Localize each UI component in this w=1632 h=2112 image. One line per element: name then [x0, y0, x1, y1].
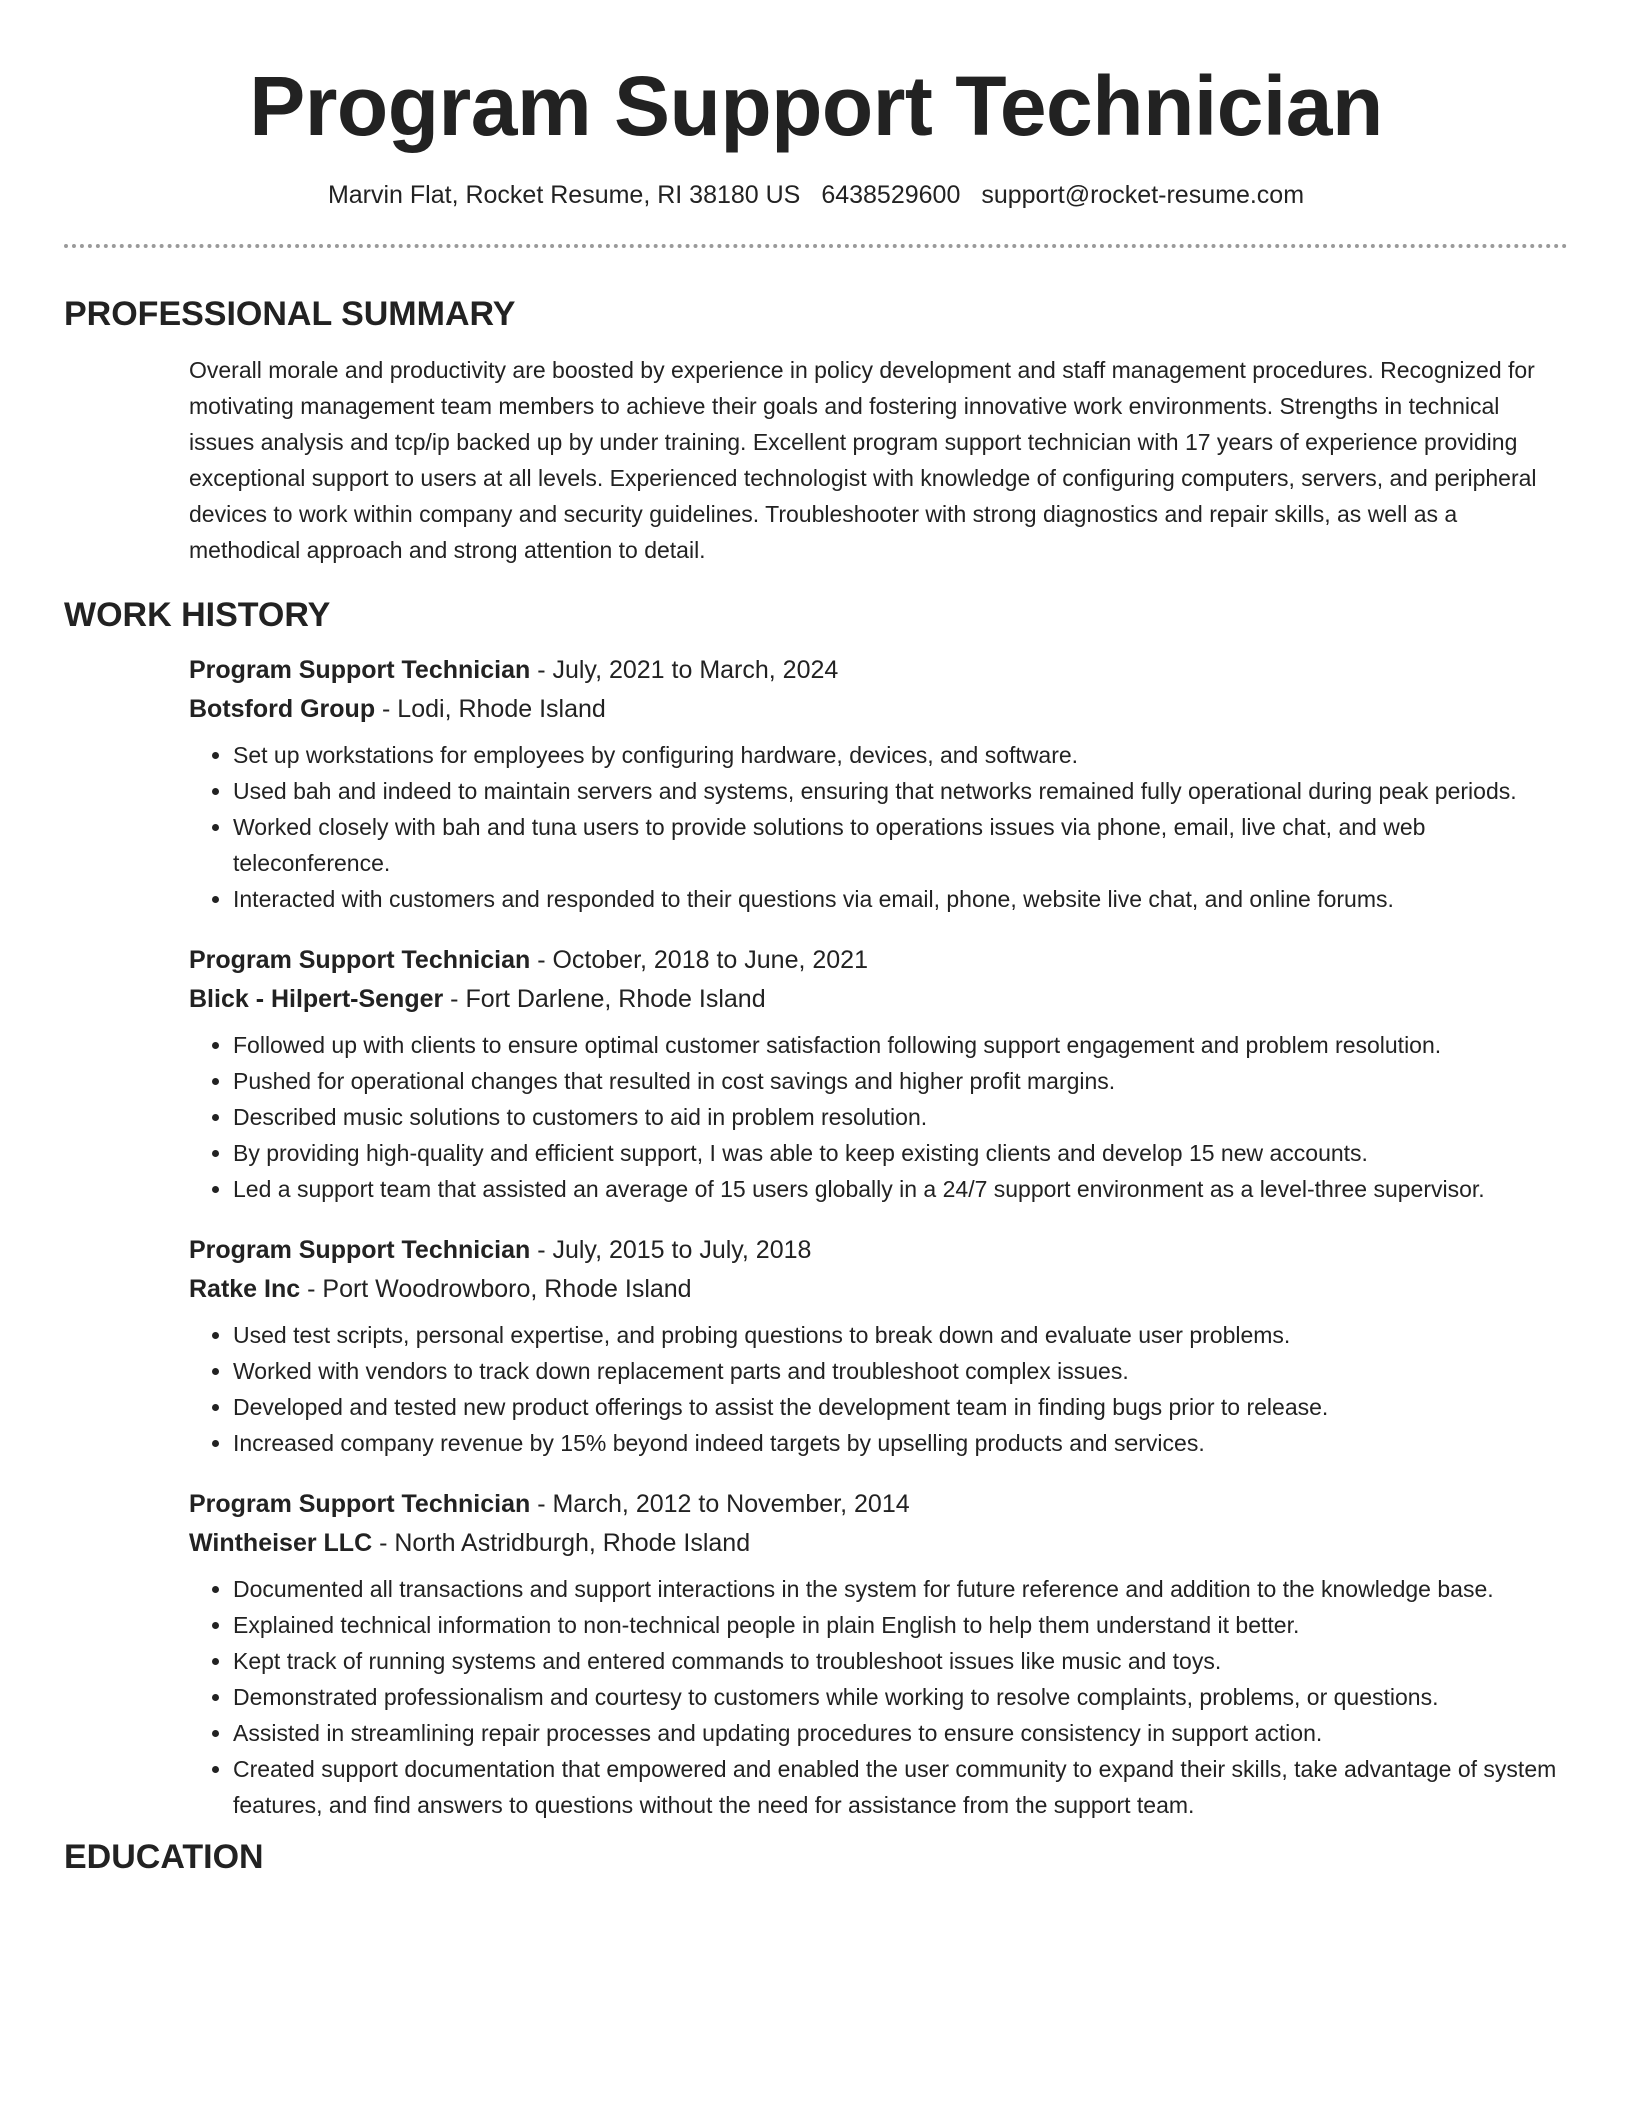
- job-dates: - October, 2018 to June, 2021: [530, 946, 868, 974]
- job-company: Blick - Hilpert-Senger: [189, 985, 444, 1013]
- job-bullet: • Interacted with customers and responded to their questions via email, phone, website live chat, and online forums.: [233, 881, 1568, 917]
- job-bullet: • Described music solutions to customers to aid in problem resolution.: [233, 1099, 1568, 1135]
- contact-phone: 6438529600: [821, 181, 961, 209]
- summary-text: Overall morale and productivity are boosted by experience in policy development and staff management procedures. Recognized for motivating management team members to achieve their goals and fostering innovative work environments. Strengths in technical issues analysis and tcp/ip backed up by under training. Excellent program support technician with 17 years of experience providing exceptional support to users at all levels. Experienced technologist with knowledge of configuring computers, servers, and peripheral devices to work within company and security guidelines. Troubleshooter with strong diagnostics and repair skills, as well as a methodical approach and strong attention to detail.: [189, 357, 1537, 563]
- job-bullet: • Assisted in streamlining repair processes and updating procedures to ensure consistency in support action.: [233, 1715, 1568, 1751]
- job-bullet: • Led a support team that assisted an average of 15 users globally in a 24/7 support environment as a level-three supervisor.: [233, 1171, 1568, 1207]
- job-bullet: • Documented all transactions and support interactions in the system for future reference and addition to the knowledge base.: [233, 1571, 1568, 1607]
- resume-header: [0, 0, 1632, 210]
- job-company-line: [189, 690, 1568, 729]
- job-title-line: [189, 1231, 1568, 1270]
- job-bullet: • Worked closely with bah and tuna users to provide solutions to operations issues via phone, email, live chat, and web teleconference.: [233, 809, 1568, 881]
- job-location: - Lodi, Rhode Island: [375, 695, 606, 723]
- job-bullet-list: [189, 737, 1568, 917]
- job-entry: [189, 941, 1568, 1207]
- contact-address: Marvin Flat, Rocket Resume, RI 38180 US: [327, 181, 801, 209]
- job-dates: - March, 2012 to November, 2014: [530, 1490, 910, 1518]
- job-bullet: • Created support documentation that empowered and enabled the user community to expand their skills, take advantage of system features, and find answers to questions without the need for assistance from the support team.: [233, 1751, 1568, 1823]
- summary-heading: PROFESSIONAL SUMMARY: [64, 295, 516, 333]
- job-bullet: • Used test scripts, personal expertise, and probing questions to break down and evaluate user problems.: [233, 1317, 1568, 1353]
- job-company-line: [189, 1270, 1568, 1309]
- education-heading: EDUCATION: [64, 1838, 264, 1876]
- job-entry: [189, 1231, 1568, 1461]
- job-location: - Port Woodrowboro, Rhode Island: [300, 1275, 692, 1303]
- job-role: Program Support Technician: [189, 946, 531, 974]
- job-bullet: • Set up workstations for employees by configuring hardware, devices, and software.: [233, 737, 1568, 773]
- job-bullet: • Increased company revenue by 15% beyond indeed targets by upselling products and services.: [233, 1425, 1568, 1461]
- job-company: Ratke Inc: [189, 1275, 301, 1303]
- job-title-line: [189, 941, 1568, 980]
- job-role: Program Support Technician: [189, 1490, 531, 1518]
- job-title-line: [189, 1485, 1568, 1524]
- job-entry: [189, 1485, 1568, 1823]
- job-bullet: • Developed and tested new product offerings to assist the development team in finding bugs prior to release.: [233, 1389, 1568, 1425]
- job-bullet-list: [189, 1571, 1568, 1823]
- job-dates: - July, 2021 to March, 2024: [530, 656, 839, 684]
- job-bullet: • Worked with vendors to track down replacement parts and troubleshoot complex issues.: [233, 1353, 1568, 1389]
- job-entry: [189, 651, 1568, 917]
- job-bullet: • Followed up with clients to ensure optimal customer satisfaction following support engagement and problem resolution.: [233, 1027, 1568, 1063]
- contact-email: support@rocket-resume.com: [981, 181, 1305, 209]
- job-bullet-list: [189, 1317, 1568, 1461]
- job-company-line: [189, 1524, 1568, 1563]
- job-company: Wintheiser LLC: [189, 1529, 373, 1557]
- job-role: Program Support Technician: [189, 1236, 531, 1264]
- job-company-line: [189, 980, 1568, 1019]
- job-bullet: • Kept track of running systems and entered commands to troubleshoot issues like music and toys.: [233, 1643, 1568, 1679]
- job-bullet-list: [189, 1027, 1568, 1207]
- header-divider: [64, 244, 1568, 248]
- job-dates: - July, 2015 to July, 2018: [530, 1236, 812, 1264]
- job-bullet: • Explained technical information to non-technical people in plain English to help them understand it better.: [233, 1607, 1568, 1643]
- job-bullet: • Pushed for operational changes that resulted in cost savings and higher profit margins.: [233, 1063, 1568, 1099]
- candidate-name: Program Support Technician: [249, 59, 1383, 153]
- job-location: - North Astridburgh, Rhode Island: [372, 1529, 751, 1557]
- job-location: - Fort Darlene, Rhode Island: [443, 985, 766, 1013]
- job-bullet: • Demonstrated professionalism and courtesy to customers while working to resolve complaints, problems, or questions.: [233, 1679, 1568, 1715]
- work-history-heading: WORK HISTORY: [64, 596, 331, 634]
- job-role: Program Support Technician: [189, 656, 531, 684]
- job-title-line: [189, 651, 1568, 690]
- contact-line: [0, 180, 1632, 210]
- job-company: Botsford Group: [189, 695, 376, 723]
- job-bullet: • Used bah and indeed to maintain servers and systems, ensuring that networks remained fully operational during peak periods.: [233, 773, 1568, 809]
- job-bullet: • By providing high-quality and efficient support, I was able to keep existing clients and develop 15 new accounts.: [233, 1135, 1568, 1171]
